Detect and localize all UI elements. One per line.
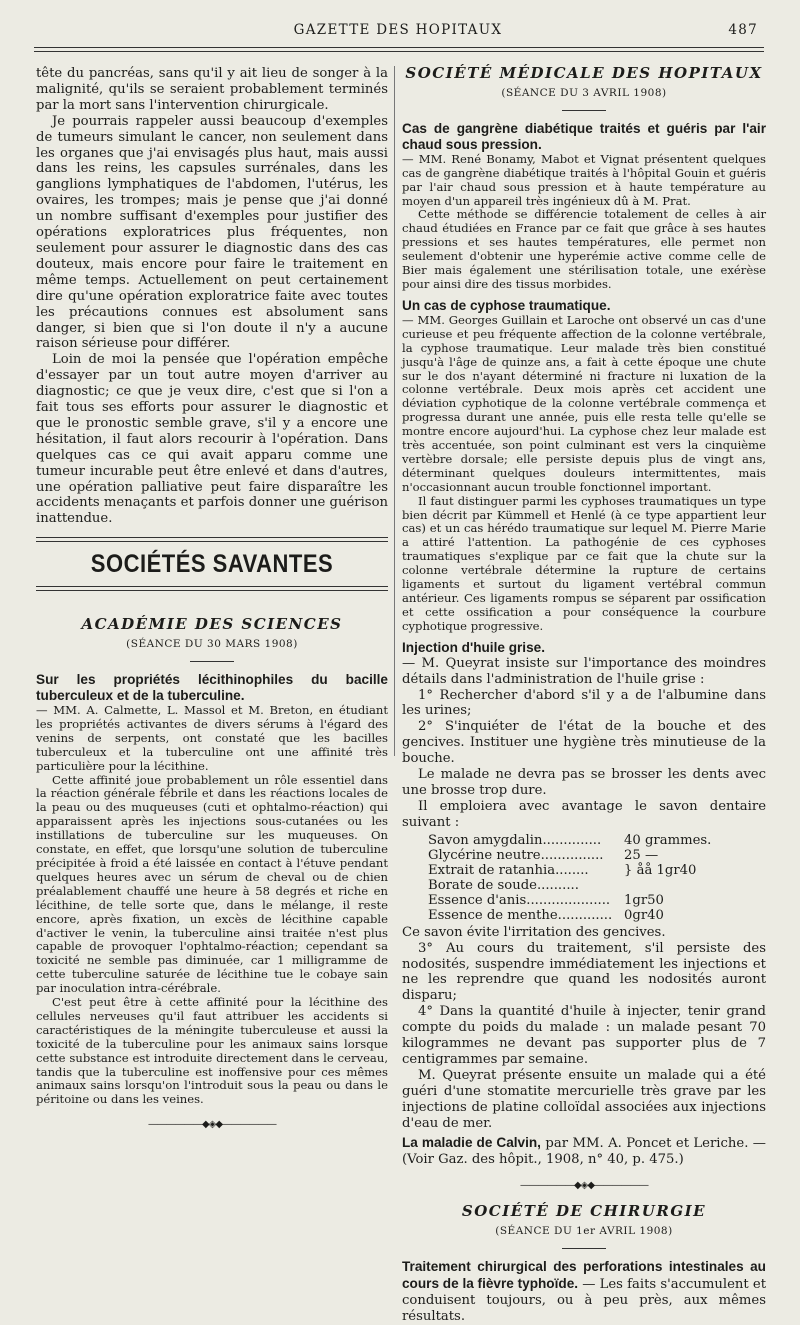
paragraph: 2° S'inquiéter de l'état de la bouche et des gencives. Instituer une hygiène très minutieuse de la bouche.	[402, 719, 766, 767]
article-heading: Sur les propriétés lécithinophiles du bacille tuberculeux et de la tuberculine.	[36, 672, 388, 703]
article-heading: Un cas de cyphose traumatique.	[402, 297, 611, 313]
ingredient: Essence de menthe.............	[428, 907, 613, 923]
quantity: 0gr40	[624, 907, 664, 923]
session-date: (SÉANCE DU 30 MARS 1908)	[126, 638, 298, 651]
ornament-divider: ——————◆◈◆——————	[147, 1119, 277, 1131]
ornament-divider: ——————◆◈◆——————	[519, 1180, 649, 1192]
quantity	[624, 878, 734, 893]
header-rule	[34, 47, 764, 52]
journal-title: GAZETTE DES HOPITAUX	[293, 22, 503, 38]
paragraph: — MM. Georges Guillain et Laroche ont observé un cas d'une curieuse et peu fréquente affection de la colonne vertébrale, la cyphose traumatique. Leur malade très bien constitué jusqu'à l'âge de quinze ans, a fait à cette époque une chute sur le dos n'ayant déterminé ni fracture ni luxation de la colonne vertébrale. Deux mois après cet accident une déviation cyphotique de la colonne vertébrale commença et progressa durant une année, puis elle resta telle qu'elle se montre encore aujourd'hui. La cyphose chez leur malade est très accentuée, son point culminant est vers la cinquième vertèbre dorsale; elle persiste depuis plus de vingt ans, déterminant quelques douleurs intermittentes, mais n'occasionnant aucun trouble fonctionnel important.	[402, 312, 766, 494]
society-title: ACADÉMIE DES SCIENCES	[81, 615, 343, 634]
recipe-row	[428, 863, 766, 878]
section-rule	[36, 537, 388, 542]
paragraph: Le malade ne devra pas se brosser les dents avec une brosse trop dure.	[402, 767, 766, 798]
paragraph: Ce savon évite l'irritation des gencives.	[402, 924, 666, 940]
recipe-list	[428, 833, 766, 923]
section-banner-title: SOCIÉTÉS SAVANTES	[90, 549, 334, 578]
short-rule	[562, 1248, 606, 1249]
paragraph: Je pourrais rappeler aussi beaucoup d'exemples de tumeurs simulant le cancer, non seulement dans les organes que j'ai envisagés plus haut, mais aussi dans les reins, les capsules surrénales, dans les ganglions lymphatiques de l'abdomen, l'utérus, les ovaires, les trompes; mais je pense que j'ai donné un nombre suffisant d'exemples pour justifier des opérations exploratrices plus fréquentes, non seulement pour assurer le diagnostic dans des cas douteux, mais encore pour faire le traitement en même temps. Actuellement on peut certainement dire qu'une opération exploratrice faite avec toutes les précautions connues est absolument sans danger, si bien que si l'on doute il n'y a aucune raison sérieuse pour différer.	[36, 113, 388, 352]
paragraph: tête du pancréas, sans qu'il y ait lieu de songer à la malignité, qu'ils se seraient probablement terminés par la mort sans l'intervention chirurgicale.	[36, 66, 388, 113]
paragraph: C'est peut être à cette affinité pour la lécithine des cellules nerveuses qu'il faut attribuer les accidents si caractéristiques de la méningite tuberculeuse et aussi la toxicité de la tuberculine pour les animaux sains lorsque cette substance est introduite directement dans le cerveau, tandis que la tuberculine est inoffensive pour ces mêmes animaux sains lorsqu'on l'introduit sous la peau ou dans le péritoine ou dans les veines.	[36, 995, 388, 1107]
ingredient: Savon amygdalin..............	[428, 832, 602, 848]
paragraph: Cette méthode se différencie totalement de celles à air chaud étudiées en France par ce fait que grâce à ses hautes pressions et ses hautes températures, elle permet non seulement d'obtenir une hyperémie active comme celle de Bier mais également une stérilisation totale, une exérèse pour ainsi dire des tissus morbides.	[402, 207, 766, 291]
recipe-row	[428, 878, 766, 893]
ingredient: Glycérine neutre...............	[428, 847, 604, 863]
page-number: 487	[728, 22, 758, 38]
paragraph: M. Queyrat présente ensuite un malade qui a été guéri d'une stomatite mercurielle très grave par les injections de platine colloïdal associées aux injections d'eau de mer.	[402, 1067, 766, 1131]
article-text: par MM. A. Poncet et Leriche. — (Voir Gaz. des hôpit., 1908, n° 40, p. 475.)	[402, 1136, 766, 1168]
recipe-row	[428, 833, 766, 848]
article-text: — Les faits s'accumulent et conduisent toujours, ou à peu près, aux mêmes résultats.	[402, 1276, 766, 1324]
recipe-row	[428, 848, 766, 863]
paragraph: — MM. René Bonamy, Mabot et Vignat présentent quelques cas de gangrène diabétique traités à l'hôpital Gouin et guéris par l'air chaud sous pression et à haute température au moyen d'un appareil très ingénieux dû à M. Prat.	[402, 151, 766, 208]
paragraph: — M. Queyrat insiste sur l'importance des moindres détails dans l'administration de l'huile grise :	[402, 655, 766, 687]
quantity: 1gr50	[624, 892, 664, 908]
article-line	[402, 1259, 766, 1325]
article-heading: La maladie de Calvin,	[402, 1135, 541, 1151]
paragraph: 4° Dans la quantité d'huile à injecter, tenir grand compte du poids du malade : un malade pesant 70 kilogrammes ne devant pas supporter plus de 7 centigrammes par semaine.	[402, 1004, 766, 1067]
short-rule	[190, 661, 234, 662]
recipe-row	[428, 908, 766, 923]
quantity: } åå 1gr40	[624, 862, 697, 878]
society-title: SOCIÉTÉ DE CHIRURGIE	[461, 1202, 707, 1221]
paragraph: — MM. A. Calmette, L. Massol et M. Breton, en étudiant les propriétés activantes de divers sérums à l'égard des venins de serpents, ont constaté que les bacilles tuberculeux et la tuberculine ont une affinité très particulière pour la lécithine.	[36, 703, 388, 773]
paragraph: 3° Au cours du traitement, s'il persiste des nodosités, suspendre immédiatement les injections et ne les reprendre que quand les nodosités auront disparu;	[402, 940, 766, 1004]
paragraph: 1° Rechercher d'abord s'il y a de l'albumine dans les urines;	[402, 687, 766, 719]
recipe-row	[428, 893, 766, 908]
ingredient: Borate de soude..........	[428, 877, 579, 893]
paragraph: Il emploiera avec avantage le savon dentaire suivant :	[402, 798, 766, 830]
session-date: (SÉANCE DU 1er AVRIL 1908)	[495, 1225, 673, 1238]
ingredient: Extrait de ratanhia........	[428, 862, 589, 878]
short-rule	[562, 110, 606, 111]
session-date: (SÉANCE DU 3 AVRIL 1908)	[501, 86, 667, 99]
article-heading: Injection d'huile grise.	[402, 639, 545, 655]
article-line	[402, 1135, 766, 1168]
section-rule	[36, 586, 388, 591]
column-divider	[394, 66, 395, 756]
ingredient: Essence d'anis....................	[428, 892, 611, 908]
quantity: 25 —	[624, 847, 659, 863]
article-heading: Traitement chirurgical des perforations intestinales au cours de la fièvre typhoïde.	[402, 1259, 766, 1291]
society-title: SOCIÉTÉ MÉDICALE DES HOPITAUX	[405, 64, 763, 82]
page-header	[34, 22, 762, 42]
paragraph: Cette affinité joue probablement un rôle essentiel dans la réaction générale fébrile et dans les réactions locales de la peau ou des muqueuses (cuti et ophtalmo-réaction) qui apparaissent après les injections sous-cutanées ou les instillations de tuberculine sur les muqueuses. On constate, en effet, que lorsqu'une solution de tuberculine précipitée à froid a été laissée en contact à l'étuve pendant quelques heures avec un sérum de cheval ou de chien préalablement chauffé une heure à 58 degrés et riche en lécithine, de telle sorte que, dans le mélange, il reste encore, après fixation, un excès de lécithine capable d'activer le venin, la tuberculine ainsi traitée n'est plus capable de provoquer l'ophtalmo-réaction; cependant sa toxicité ne semble pas diminuée, car 1 milligramme de cette tuberculine saturée de lécithine tue le cobaye sain par inoculation intra-cérébrale.	[36, 772, 388, 996]
right-column	[402, 66, 766, 1325]
paragraph: Il faut distinguer parmi les cyphoses traumatiques un type bien décrit par Kümmell et Henlé (à ce type appartient leur cas) et un cas hérédo traumatique sur lequel M. Pierre Marie a attiré l'attention. La pathogénie de ces cyphoses traumatiques s'explique par ce fait que la chute sur la colonne vertébrale détermine la rupture de certains ligaments et surtout du ligament vertébral commun antérieur. Ces ligaments rompus se séparent par ossification et cette ossification a pour conséquence la courbure cyphotique progressive.	[402, 493, 766, 633]
left-column	[36, 66, 388, 1143]
quantity: 40 grammes.	[624, 832, 712, 848]
article-heading: Cas de gangrène diabétique traités et guéris par l'air chaud sous pression.	[402, 120, 766, 152]
paragraph: Loin de moi la pensée que l'opération empêche d'essayer par un tout autre moyen d'arriver au diagnostic; ce que je veux dire, c'est que si l'on a fait tous ses efforts pour assurer le diagnostic et que le pronostic semble grave, s'il y a encore une hésitation, il faut alors recourir à l'opération. Dans quelques cas ce qui avait apparu comme une tumeur incurable peut être enlevé et dans d'autres, une opération palliative peut faire disparaître les accidents menaçants et parfois donner une guérison inattendue.	[36, 352, 388, 527]
